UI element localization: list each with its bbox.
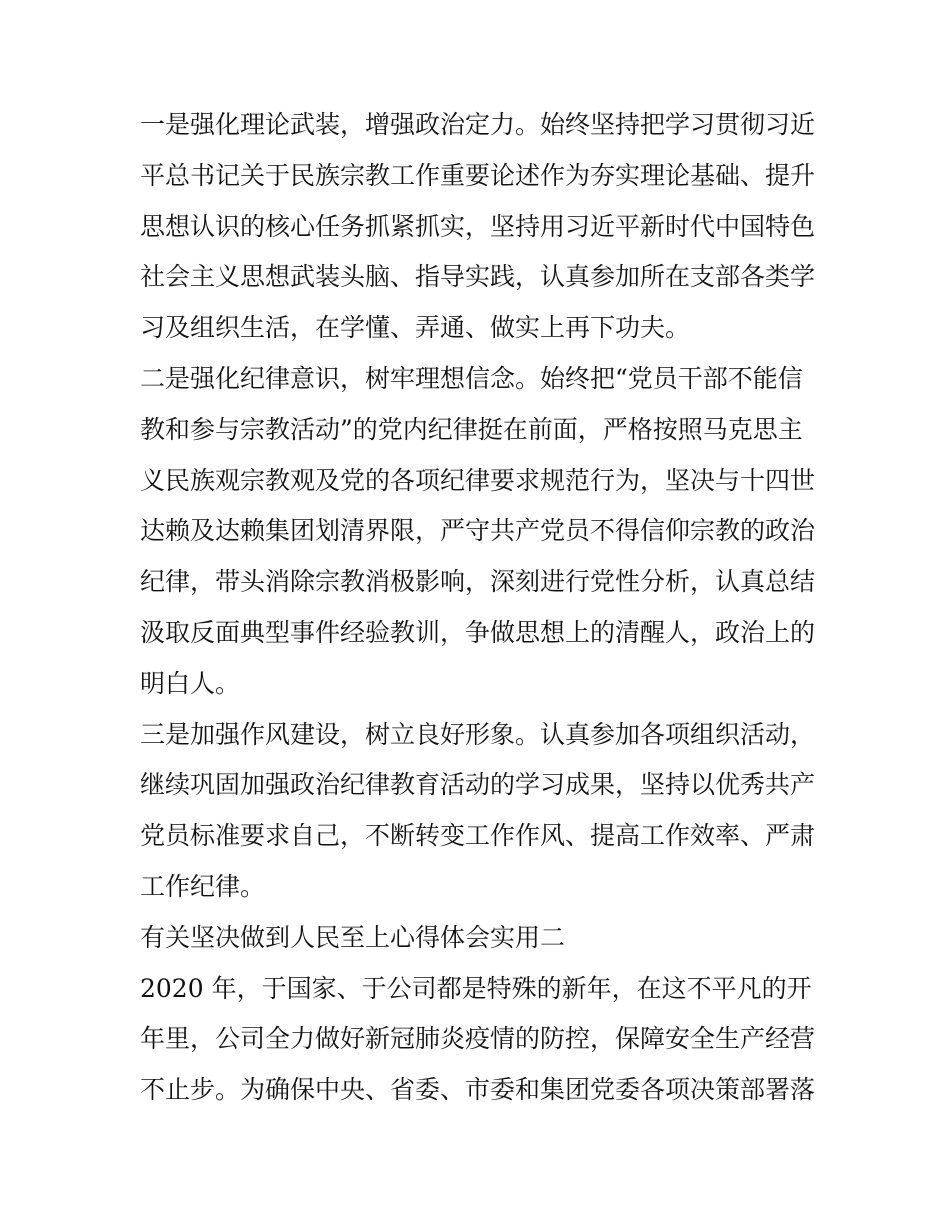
text-line: 教和参与宗教活动”的党内纪律挺在前面，严格按照马克思主 <box>140 414 803 444</box>
section-heading: 有关坚决做到人民至上心得体会实用二 <box>140 922 566 952</box>
text-line: 习及组织生活，在学懂、弄通、做实上再下功夫。 <box>140 313 691 343</box>
text-line: 平总书记关于民族宗教工作重要论述作为夯实理论基础、提升 <box>140 160 816 190</box>
text-line: 二是强化纪律意识，树牢理想信念。始终把“党员干部不能信 <box>140 363 803 393</box>
document-body <box>140 100 820 1116</box>
text-line: 一是强化理论武装，增强政治定力。始终坚持把学习贯彻习近 <box>140 110 816 139</box>
text-line: 汲取反面典型事件经验教训，争做思想上的清醒人，政治上的 <box>140 617 816 647</box>
text-line: 思想认识的核心任务抓紧抓实，坚持用习近平新时代中国特色 <box>140 211 816 241</box>
text-line: 不止步。为确保中央、省委、市委和集团党委各项决策部署落 <box>140 1075 816 1105</box>
text-line: 达赖及达赖集团划清界限，严守共产党员不得信仰宗教的政治 <box>140 516 816 546</box>
text-line: 社会主义思想武装头脑、指导实践，认真参加所在支部各类学 <box>140 262 816 292</box>
text-line: 义民族观宗教观及党的各项纪律要求规范行为，坚决与十四世 <box>140 465 816 495</box>
text-line: 年里，公司全力做好新冠肺炎疫情的防控，保障安全生产经营 <box>140 1024 816 1054</box>
text-line: 继续巩固加强政治纪律教育活动的学习成果，坚持以优秀共产 <box>140 770 816 800</box>
text-line: 纪律，带头消除宗教消极影响，深刻进行党性分析，认真总结 <box>140 567 816 597</box>
text-line: 工作纪律。 <box>140 871 266 901</box>
text-line: 2020 年，于国家、于公司都是特殊的新年，在这不平凡的开 <box>140 973 812 1003</box>
text-line: 党员标准要求自己，不断转变工作作风、提高工作效率、严肃 <box>140 821 816 851</box>
text-line: 明白人。 <box>140 668 241 698</box>
text-line: 三是加强作风建设，树立良好形象。认真参加各项组织活动， <box>140 719 816 749</box>
